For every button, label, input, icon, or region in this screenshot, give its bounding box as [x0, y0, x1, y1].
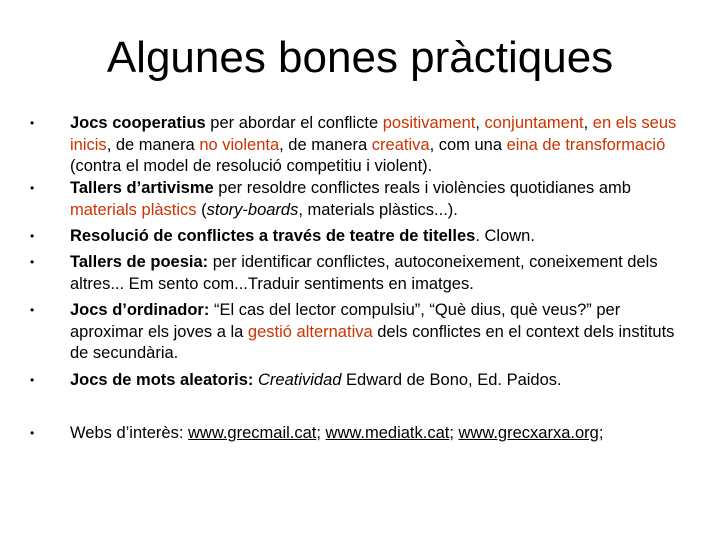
item-text: . Clown.: [475, 227, 535, 245]
list-item-jocs-ordinador: [70, 300, 682, 365]
bullet: •: [30, 229, 35, 243]
list-item-tallers-poesia: [70, 252, 682, 295]
highlighted-text: eina de transformació: [506, 135, 666, 154]
list-item-jocs-cooperatius: [70, 113, 682, 178]
item-heading: Tallers d’artivisme: [70, 179, 214, 197]
item-text: (contra el model de resolució competitiu i violent).: [70, 157, 433, 176]
item-text: ;: [449, 424, 459, 442]
item-text: per resoldre conflictes reals i violències quotidianes amb: [213, 179, 631, 197]
item-text: “El cas del lector compulsiu”, “Què dius, què veus?” per aproximar els joves a la: [70, 301, 621, 341]
item-heading: Jocs de mots aleatoris:: [70, 371, 254, 389]
bullet: •: [30, 255, 35, 269]
item-heading: Jocs d’ordinador:: [70, 301, 210, 319]
bullet: •: [30, 116, 35, 130]
item-text: ,: [583, 114, 593, 132]
bullet: •: [30, 373, 35, 387]
item-text: Creatividad: [258, 371, 342, 389]
item-heading: Jocs cooperatius: [70, 114, 206, 132]
list-item-teatre-titelles: [70, 226, 682, 248]
item-text: , de manera: [106, 135, 200, 154]
item-text: Webs d’interès:: [70, 424, 188, 442]
item-text: ;: [316, 424, 326, 442]
highlighted-text: creativa: [371, 135, 430, 154]
highlighted-text: positivament: [382, 114, 476, 132]
item-heading: Tallers de poesia:: [70, 253, 209, 271]
slide-title: Algunes bones pràctiques: [106, 33, 614, 82]
list-item-webs: [70, 423, 682, 445]
item-text: per identificar conflictes, autoconeixement, coneixement dels altres... Em sento com...Traduir sentiments en imatges.: [70, 253, 658, 293]
item-heading: Resolució de conflictes a través de teatre de titelles: [70, 227, 476, 245]
highlighted-text: materials plàstics: [70, 200, 197, 219]
item-text: , com una: [429, 135, 507, 154]
item-text: Edward de Bono, Ed. Paidos.: [341, 371, 562, 389]
item-text: ;: [598, 424, 604, 442]
bullet: •: [30, 303, 35, 317]
item-text: , de manera: [279, 135, 372, 154]
item-text: per abordar el conflicte: [205, 114, 383, 132]
highlighted-text: en els seus inicis: [70, 114, 677, 154]
bullet: •: [30, 181, 35, 195]
list-item-jocs-mots: [70, 370, 682, 392]
item-text: , materials plàstics...).: [298, 200, 458, 219]
item-text: (: [196, 200, 207, 219]
web-link[interactable]: www.grecmail.cat: [188, 424, 317, 442]
item-text: dels conflictes en el context dels instituts de secundària.: [70, 322, 675, 363]
highlighted-text: conjuntament: [484, 114, 584, 132]
bullet: •: [30, 426, 35, 440]
web-link[interactable]: www.grecxarxa.org: [458, 424, 599, 442]
item-text: story-boards: [206, 200, 299, 219]
web-link[interactable]: www.mediatk.cat: [325, 424, 450, 442]
highlighted-text: gestió alternativa: [247, 322, 373, 341]
list-item-tallers-artivisme: [70, 178, 682, 221]
item-text: ,: [475, 114, 485, 132]
highlighted-text: no violenta: [199, 135, 280, 154]
